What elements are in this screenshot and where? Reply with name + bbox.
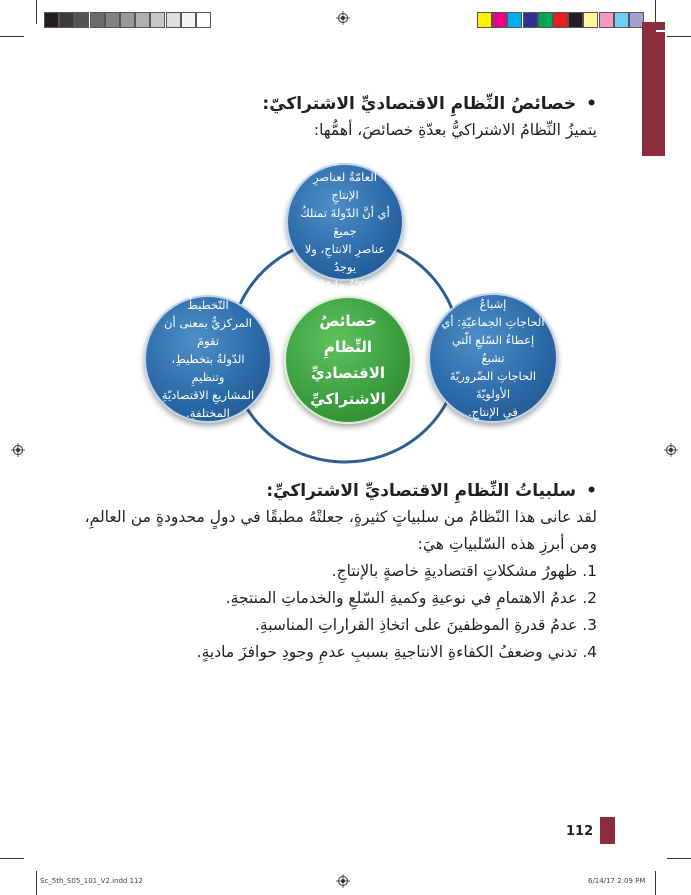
- diagram-text-line: ملكيّةٌ خاصّةٌ.: [315, 278, 375, 292]
- process-swatch: [568, 12, 583, 28]
- process-swatch: [538, 12, 553, 28]
- diagram-top-text: [288, 150, 402, 294]
- gray-swatch: [150, 12, 165, 28]
- process-swatch: [553, 12, 568, 28]
- diagram-left-text: [146, 296, 270, 422]
- gray-swatch: [44, 12, 59, 28]
- footer-date: 6/14/17 2:09 PM: [588, 877, 646, 885]
- process-swatch: [614, 12, 629, 28]
- diagram-text-line: إعطاءُ السّلعِ الّتي تشبعُ: [451, 333, 535, 365]
- section2-intro-line1: لقد عانى هذا النّظامُ من سلبياتٍ كثيرةٍ، جعلتْهُ مطبقًا في دولٍ محدودةٍ من العالمِ،: [84, 508, 597, 526]
- chapter-tab-marker: [656, 30, 666, 32]
- gray-swatch: [120, 12, 135, 28]
- process-swatch: [599, 12, 614, 28]
- diagram-text-line: النِّظامِ الاقتصاديِّ: [310, 338, 386, 382]
- process-swatch: [507, 12, 522, 28]
- gray-swatch: [196, 12, 211, 28]
- gray-swatch: [135, 12, 150, 28]
- bullet: •: [586, 94, 597, 114]
- diagram-text-line: التّخطيطُ: [187, 298, 229, 312]
- page-number: 112: [566, 824, 594, 839]
- diagram-circle-left: [144, 295, 272, 423]
- diagram-text-line: في الإنتاجِ.: [468, 405, 518, 419]
- page-number-marker: [600, 817, 615, 844]
- diagram-text-line: العامّةُ لعناصرِ الإنتاجِ: [313, 170, 377, 202]
- diagram-text-line: المشاريعِ الاقتصاديّةِ: [161, 388, 255, 402]
- process-swatch: [492, 12, 507, 28]
- diagram-text-line: الدّولةُ بتخطيطِ، وتنظيمِ: [171, 352, 245, 384]
- bullet: •: [586, 481, 597, 501]
- registration-mark-top: [336, 11, 350, 25]
- section1-heading-text: خصائصُ النِّظامِ الاقتصاديِّ الاشتراكيّ:: [262, 94, 577, 114]
- registration-mark-right: [664, 443, 678, 457]
- crop-mark: [667, 36, 691, 37]
- gray-swatch: [74, 12, 89, 28]
- diagram-circle-right: [428, 293, 558, 423]
- diagram-circle-top: [286, 152, 404, 292]
- diagram-text-line: أي أنَّ الدّولةَ تمتلكُ جميعَ: [300, 206, 390, 238]
- list-item: 4. تدني وضعفُ الكفاءةِ الانتاجيةِ بسببِ عدمِ وجودِ حوافزَ ماديةٍ.: [196, 643, 597, 661]
- gray-swatch: [166, 12, 181, 28]
- chapter-tab: [642, 22, 665, 156]
- section1-intro: يتميزُ النِّظامُ الاشتراكيُّ بعدّةِ خصائصَ، أهمُّها:: [313, 121, 597, 139]
- process-swatch: [523, 12, 538, 28]
- diagram-text-line: إشباعُ: [479, 297, 507, 311]
- gray-swatch: [59, 12, 74, 28]
- diagram-text-line: الاشتراكيِّ: [310, 390, 386, 408]
- crop-mark: [36, 0, 37, 24]
- diagram-circle-center: [284, 296, 412, 424]
- section2-heading-text: سلبياتُ النِّظامِ الاقتصاديِّ الاشتراكيِّ:: [266, 481, 577, 501]
- list-item: 3. عدمُ قدرةِ الموظفينَ على اتخاذِ القراراتِ المناسبةِ.: [254, 616, 597, 634]
- diagram-text-line: عناصرِ الانتاجِ، ولا يوجدُ: [304, 242, 386, 274]
- gray-swatch: [181, 12, 196, 28]
- crop-mark: [655, 0, 656, 24]
- diagram-text-line: الحاجاتِ الضّروريّةَ الأولويّةَ: [449, 369, 537, 401]
- registration-mark-left: [11, 443, 25, 457]
- list-item: 2. عدمُ الاهتمامِ في نوعيةِ وكميةِ السّلعِ والخدماتِ المنتجةِ.: [225, 589, 597, 607]
- diagram-right-text: [430, 295, 556, 421]
- diagram-text-line: الملكيّةُ: [328, 152, 362, 166]
- process-swatch: [477, 12, 492, 28]
- crop-mark: [0, 36, 24, 37]
- section1-heading: [177, 94, 597, 114]
- diagram-text-line: خصائصُ: [319, 312, 377, 330]
- diagram-text-line: الحاجاتِ الجماعيّةِ: أي: [441, 315, 545, 329]
- gray-swatch: [105, 12, 120, 28]
- crop-mark: [36, 871, 37, 895]
- crop-mark: [0, 858, 24, 859]
- crop-mark: [667, 858, 691, 859]
- registration-mark-bottom: [336, 874, 350, 888]
- footer-file-name: Sc_5th_S05_101_V2.indd 112: [40, 877, 143, 885]
- section2-heading: [177, 481, 597, 501]
- diagram-text-line: المختلفةِ.: [186, 406, 230, 420]
- diagram-text-line: المركزيُّ بمعنى أن تقومَ: [164, 316, 252, 348]
- gray-swatch: [90, 12, 105, 28]
- diagram-center-text: [286, 308, 410, 412]
- crop-mark: [655, 871, 656, 895]
- section2-intro-line2: ومن أبرزِ هذه السّلبياتِ هيَ:: [417, 535, 597, 553]
- list-item: 1. ظهورُ مشكلاتٍ اقتصاديةٍ خاصةٍ بالإنتاجِ.: [331, 562, 597, 580]
- process-swatch: [583, 12, 598, 28]
